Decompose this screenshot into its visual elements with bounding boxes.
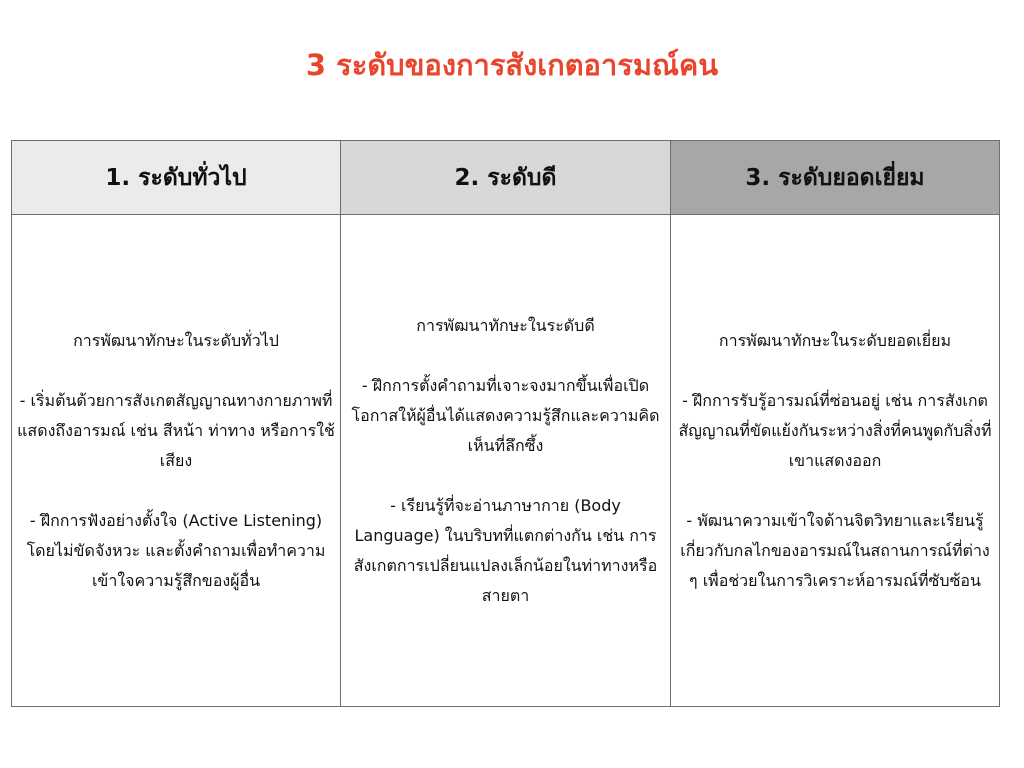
cell-paragraph: - ฝึกการฟังอย่างตั้งใจ (Active Listening) โดยไม่ขัดจังหวะ และตั้งคำถามเพื่อทำความเข้าใจความรู้สึกของผู้อื่น (26, 510, 326, 590)
page-title: 3 ระดับของการสังเกตอารมณ์คน (305, 48, 719, 82)
cell-paragraph: - เรียนรู้ที่จะอ่านภาษากาย (Body Language) ในบริบทที่แตกต่างกัน เช่น การสังเกตการเปลี่ยนแปลงเล็กน้อยในท่าทางหรือสายตา (353, 495, 658, 605)
header-row (12, 141, 1000, 215)
cell-heading: การพัฒนาทักษะในระดับทั่วไป (73, 330, 279, 350)
column-cell-excellent (671, 215, 1000, 707)
column-header-excellent: 3. ระดับยอดเยี่ยม (671, 141, 1000, 215)
column-cell-general (12, 215, 341, 707)
column-cell-good (341, 215, 671, 707)
content-row (12, 215, 1000, 707)
cell-paragraph: - เริ่มต้นด้วยการสังเกตสัญญาณทางกายภาพที่แสดงถึงอารมณ์ เช่น สีหน้า ท่าทาง หรือการใช้เสียง (17, 390, 335, 470)
column-header-good: 2. ระดับดี (341, 141, 671, 215)
cell-paragraph: - พัฒนาความเข้าใจด้านจิตวิทยาและเรียนรู้เกี่ยวกับกลไกของอารมณ์ในสถานการณ์ที่ต่าง ๆ เพื่อช่วยในการวิเคราะห์อารมณ์ที่ซับซ้อน (680, 510, 990, 590)
cell-heading: การพัฒนาทักษะในระดับยอดเยี่ยม (718, 330, 952, 350)
cell-paragraph: - ฝึกการตั้งคำถามที่เจาะจงมากขึ้นเพื่อเปิดโอกาสให้ผู้อื่นได้แสดงความรู้สึกและความคิดเห็นที่ลึกซึ้ง (351, 375, 660, 455)
column-header-general: 1. ระดับทั่วไป (12, 141, 341, 215)
cell-heading: การพัฒนาทักษะในระดับดี (416, 315, 595, 335)
cell-paragraph: - ฝึกการรับรู้อารมณ์ที่ซ่อนอยู่ เช่น การสังเกตสัญญาณที่ขัดแย้งกันระหว่างสิ่งที่คนพูดกับสิ่งที่เขาแสดงออก (678, 390, 992, 470)
levels-table (11, 140, 1000, 707)
